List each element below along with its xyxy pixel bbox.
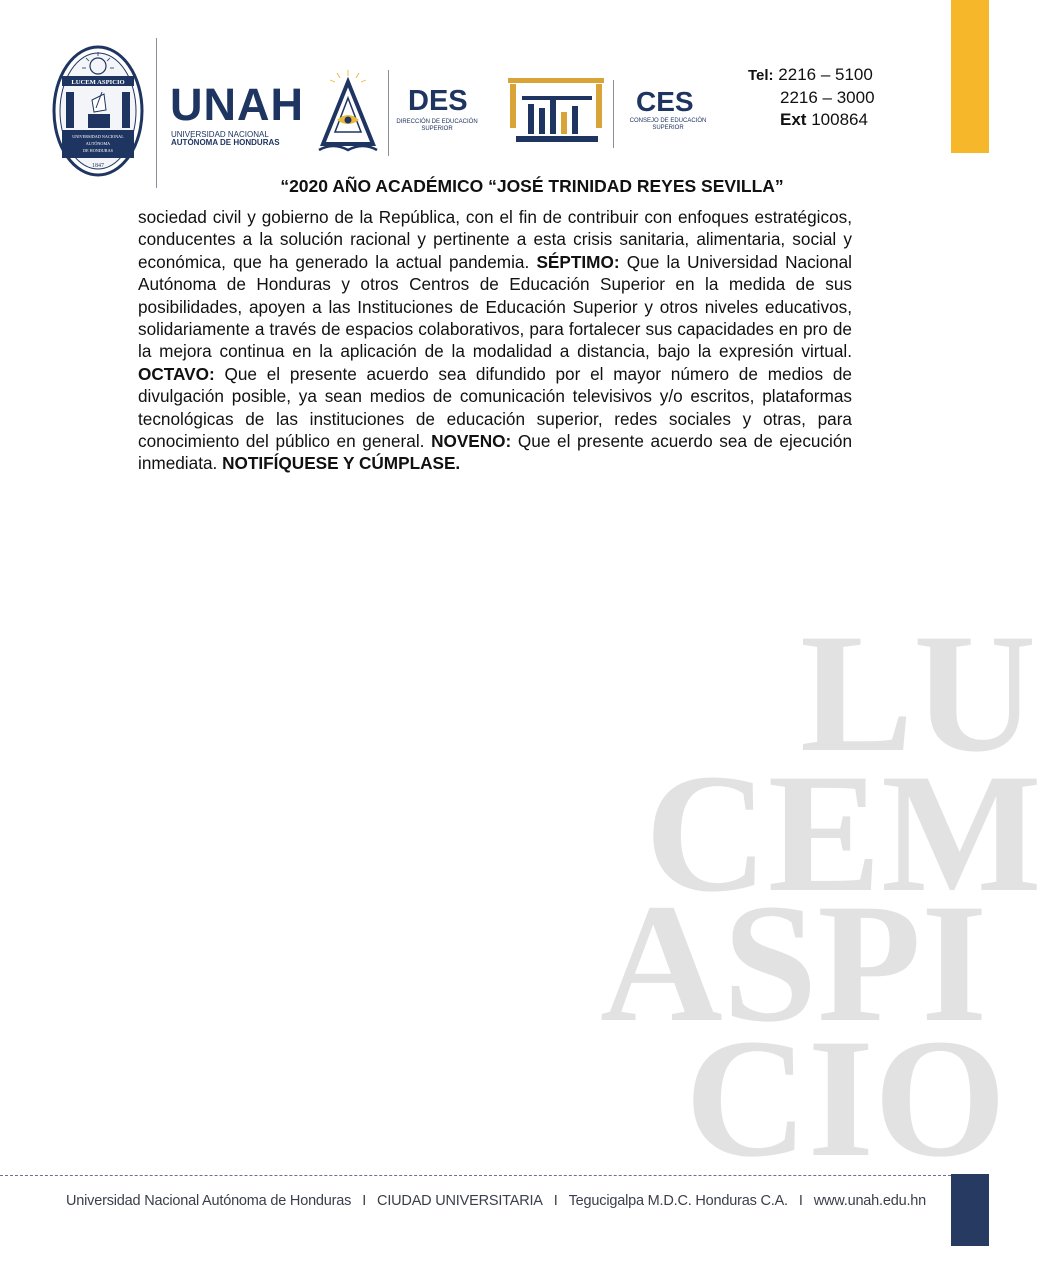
body-text-part-3: Que el presente acuerdo sea difundido por el mayor número de medios de divulgación posible, ya sean medios de comunicación televisivos y/o escritos, plataformas tecnológicas de las instituciones de educación superior, redes sociales y otras, para conocimiento del público en general. xyxy=(138,363,852,452)
ext-label: Ext xyxy=(780,110,807,129)
body-text-part-1: sociedad civil y gobierno de la República, con el fin de contribuir con enfoques estratégicos, conducentes a la solución racional y pertinente a esta crisis sanitaria, alimentaria, social y económica, que ha generado la actual pandemia. xyxy=(138,207,852,272)
footer-org: Universidad Nacional Autónoma de Honduras xyxy=(66,1193,352,1209)
seal-motto: LUCEM ASPICIO xyxy=(71,79,125,86)
watermark-line-1: LU xyxy=(800,599,1037,787)
tel-number-2: 2216 – 3000 xyxy=(780,88,875,107)
unah-seal-logo xyxy=(52,44,144,178)
seal-year: 1847 xyxy=(92,163,104,169)
body-text-part-4: Que el presente acuerdo sea de ejecución inmediata. xyxy=(138,431,852,474)
footer-divider xyxy=(0,1175,951,1176)
ext-number: 100864 xyxy=(811,110,868,129)
footer-website-link[interactable]: www.unah.edu.hn xyxy=(813,1193,927,1209)
seal-ribbon-line-1: UNIVERSIDAD NACIONAL xyxy=(72,134,124,139)
tel-label: Tel: xyxy=(748,67,774,84)
ces-divider xyxy=(613,80,614,148)
footer-separator: I xyxy=(798,1193,803,1209)
footer-separator: I xyxy=(553,1193,558,1209)
des-subtitle: DIRECCIÓN DE EDUCACIÓN SUPERIOR xyxy=(396,119,478,132)
octavo-label: OCTAVO: xyxy=(138,363,215,384)
footer-city: Tegucigalpa M.D.C. Honduras C.A. xyxy=(568,1193,788,1209)
noveno-label: NOVENO: xyxy=(431,431,512,452)
unah-subtitle-line-2: AUTÓNOMA DE HONDURAS xyxy=(171,138,280,148)
des-divider xyxy=(388,70,389,156)
des-emblem-logo xyxy=(315,68,381,156)
header-divider xyxy=(156,38,157,188)
unah-subtitle xyxy=(171,131,280,148)
seal-ribbon-line-2: AUTÓNOMA xyxy=(85,141,111,146)
closing-statement: NOTIFÍQUESE Y CÚMPLASE. xyxy=(222,453,461,474)
ces-emblem-logo xyxy=(508,78,604,144)
unah-wordmark: UNAH xyxy=(170,79,304,130)
academic-year-title: “2020 AÑO ACADÉMICO “JOSÉ TRINIDAD REYES SEVILLA” xyxy=(280,176,784,196)
watermark-line-2: CEM xyxy=(645,739,1042,927)
footer-campus: CIUDAD UNIVERSITARIA xyxy=(377,1193,543,1209)
footer xyxy=(66,1193,926,1209)
body-text-part-2: Que la Universidad Nacional Autónoma de Honduras y otros Centros de Educación Superior en la medida de sus posibilidades, apoyen a las Instituciones de Educación Superior y otros niveles educativos, solidariamente a través de espacios colaborativos, para fortalecer sus capacidades en pro de la mejora continua en la aplicación de la modalidad a distancia, bajo la expresión virtual. xyxy=(138,251,852,362)
watermark-line-3: ASPI xyxy=(600,869,988,1057)
septimo-label: SÉPTIMO: xyxy=(536,251,620,272)
contact-row-tel xyxy=(748,64,875,87)
unah-subtitle-line-1: UNIVERSIDAD NACIONAL xyxy=(171,130,269,139)
contact-info xyxy=(748,64,875,131)
seal-ribbon-line-3: DE HONDURAS xyxy=(83,148,113,153)
top-accent-bar xyxy=(951,0,989,153)
watermark-line-4: CIO xyxy=(685,1004,1007,1192)
ces-subtitle: CONSEJO DE EDUCACIÓN SUPERIOR xyxy=(629,118,707,131)
tel-number-1: 2216 – 5100 xyxy=(778,65,873,84)
resolution-body-text xyxy=(138,206,852,475)
lucem-aspicio-watermark xyxy=(590,599,1042,1192)
ces-wordmark: CES xyxy=(636,86,694,117)
footer-separator: I xyxy=(362,1193,367,1209)
des-wordmark: DES xyxy=(408,85,468,117)
contact-row-tel-2 xyxy=(748,87,875,109)
contact-row-ext xyxy=(748,109,875,131)
